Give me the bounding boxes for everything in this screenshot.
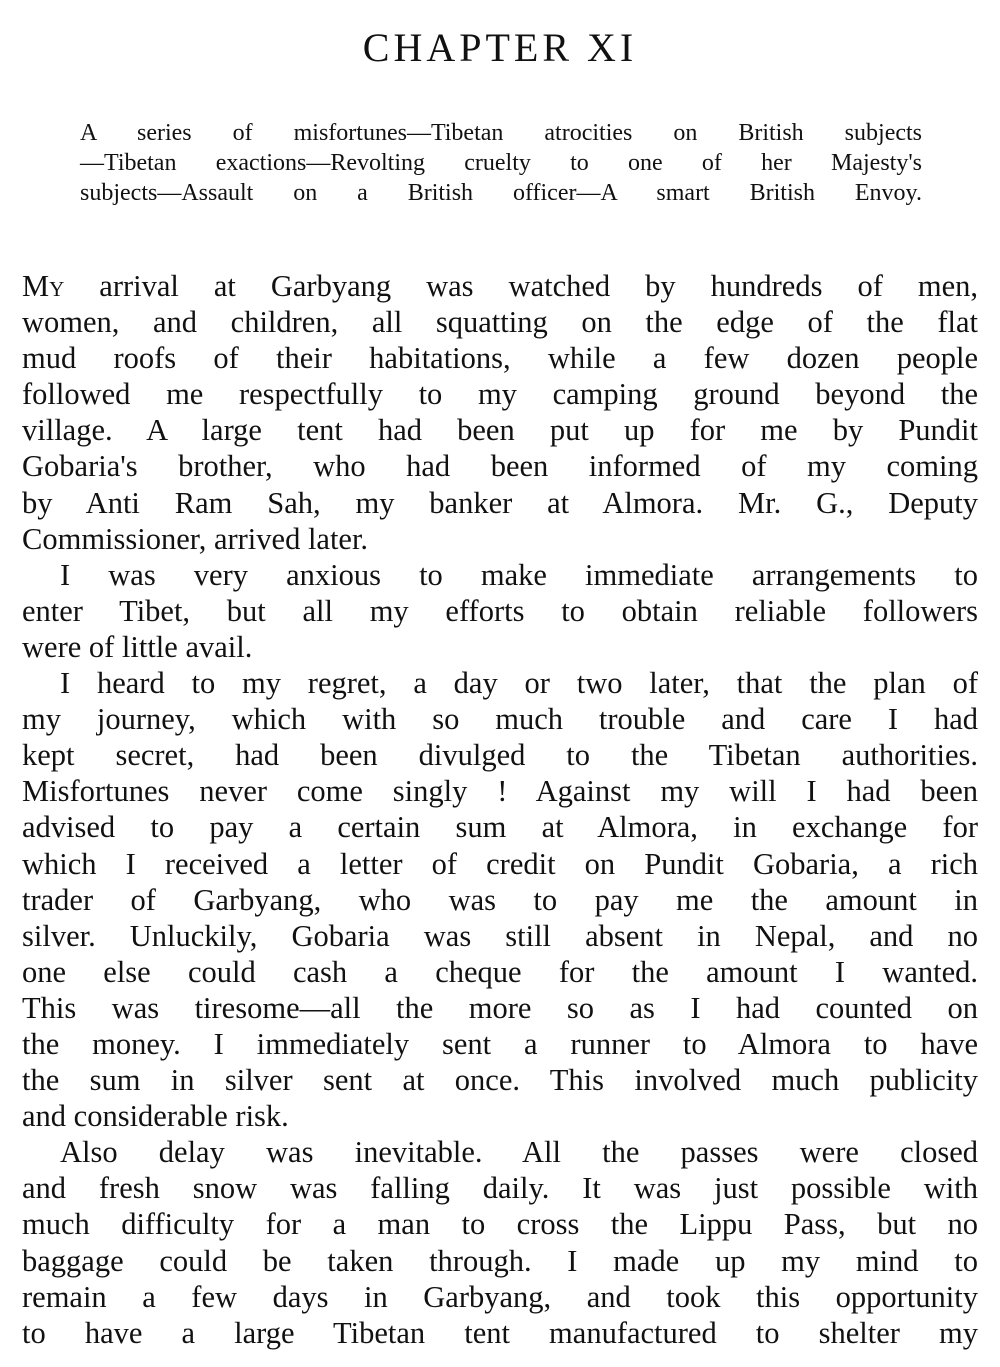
text-line: the sum in silver sent at once. This involved much publicity (22, 1063, 978, 1098)
text-line-rest: arrival at Garbyang was watched by hundreds of men, (64, 269, 978, 303)
text-line: This was tiresome—all the more so as I had counted on (22, 990, 978, 1025)
summary-line: A series of misfortunes—Tibetan atrocities on British subjects (80, 120, 922, 146)
chapter-summary (80, 118, 922, 208)
paragraph (22, 557, 978, 665)
text-line: remain a few days in Garbyang, and took this opportunity (22, 1279, 978, 1314)
text-line: and fresh snow was falling daily. It was just possible with (22, 1171, 978, 1206)
text-line: Misfortunes never come singly ! Against my will I had been (22, 774, 978, 809)
text-line: I was very anxious to make immediate arrangements to (60, 557, 978, 592)
text-line: my journey, which with so much trouble and care I had (22, 702, 978, 737)
text-line: much difficulty for a man to cross the Lippu Pass, but no (22, 1207, 978, 1242)
text-line: kept secret, had been divulged to the Tibetan authorities. (22, 738, 978, 773)
body-text (22, 268, 978, 1351)
text-line: which I received a letter of credit on Pundit Gobaria, a rich (22, 846, 978, 881)
text-line: I heard to my regret, a day or two later, that the plan of (60, 666, 978, 701)
text-line: one else could cash a cheque for the amount I wanted. (22, 954, 978, 989)
text-line: Gobaria's brother, who had been informed of my coming (22, 449, 978, 484)
text-line: mud roofs of their habitations, while a few dozen people (22, 341, 978, 376)
text-line: baggage could be taken through. I made up my mind to (22, 1243, 978, 1278)
chapter-title: CHAPTER XI (362, 25, 638, 70)
text-line: enter Tibet, but all my efforts to obtain reliable followers (22, 593, 978, 628)
lead-word: My (22, 269, 65, 303)
text-line: trader of Garbyang, who was to pay me the amount in (22, 882, 978, 917)
text-line: to have a large Tibetan tent manufactured to shelter my (22, 1315, 978, 1350)
text-line: were of little avail. (22, 629, 253, 664)
text-line: followed me respectfully to my camping ground beyond the (22, 377, 978, 412)
paragraph (22, 1134, 978, 1351)
text-line: by Anti Ram Sah, my banker at Almora. Mr. G., Deputy (22, 485, 978, 520)
paragraph (22, 665, 978, 1134)
summary-line: —Tibetan exactions—Revolting cruelty to one of her Majesty's (80, 150, 922, 176)
text-line: women, and children, all squatting on the edge of the flat (22, 305, 978, 340)
text-line: silver. Unluckily, Gobaria was still absent in Nepal, and no (22, 918, 978, 953)
text-line: Also delay was inevitable. All the passes were closed (60, 1135, 978, 1170)
text-line: Commissioner, arrived later. (22, 521, 369, 556)
paragraph (22, 268, 978, 557)
text-line: advised to pay a certain sum at Almora, in exchange for (22, 810, 978, 845)
text-line: the money. I immediately sent a runner to Almora to have (22, 1026, 978, 1061)
text-line: village. A large tent had been put up for me by Pundit (22, 413, 978, 448)
text-line (22, 268, 978, 304)
summary-line: subjects—Assault on a British officer—A smart British Envoy. (80, 180, 922, 206)
text-line: and considerable risk. (22, 1099, 289, 1134)
